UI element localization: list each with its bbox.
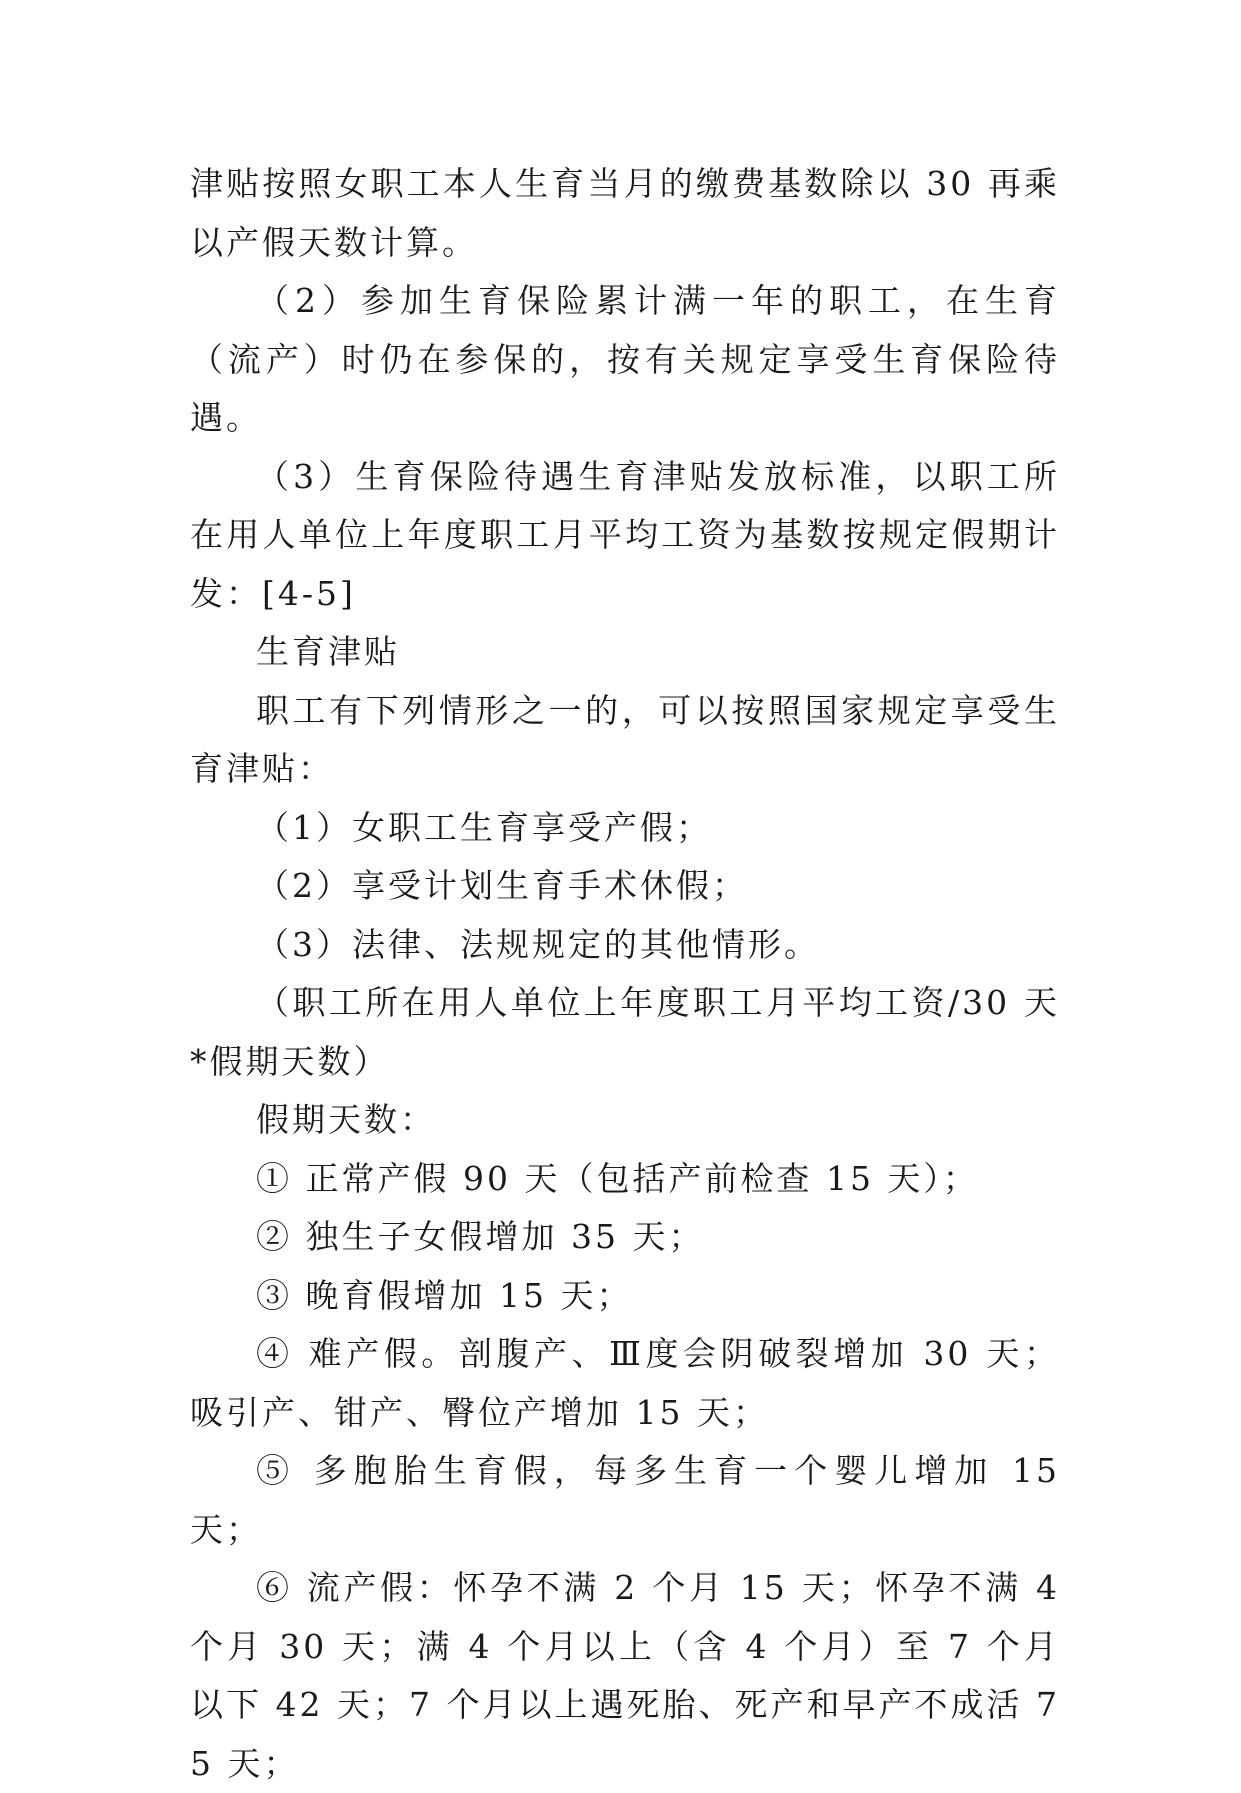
- list-item: ③ 晚育假增加 15 天；: [256, 1275, 633, 1315]
- list-item: （1）女职工生育享受产假；: [256, 807, 712, 847]
- list-item: ④ 难产假。剖腹产、Ⅲ度会阴破裂增加 30 天；吸引产、钳产、臀位产增加 15 天；: [190, 1334, 1060, 1432]
- list-item: ⑤ 多胞胎生育假，每多生育一个婴儿增加 15 天；: [190, 1451, 1060, 1549]
- list-item: ② 独生子女假增加 35 天；: [256, 1217, 705, 1256]
- list-item: （3）法律、法规规定的其他情形。: [256, 924, 820, 964]
- formula-note: （职工所在用人单位上年度职工月平均工资/30 天*假期天数）: [190, 983, 1060, 1081]
- paragraph: 津贴按照女职工本人生育当月的缴费基数除以 30 再乘以产假天数计算。: [190, 164, 1060, 262]
- paragraph: （3）生育保险待遇生育津贴发放标准，以职工所在用人单位上年度职工月平均工资为基数按规定假期计发：[4-5]: [190, 456, 1060, 613]
- list-item: ① 正常产假 90 天（包括产前检查 15 天）；: [256, 1158, 979, 1198]
- paragraph: 职工有下列情形之一的，可以按照国家规定享受生育津贴：: [190, 690, 1060, 788]
- list-item: ⑥ 流产假：怀孕不满 2 个月 15 天；怀孕不满 4 个月 30 天；满 4 个月以上（含 4 个月）至 7 个月以下 42 天；7 个月以上遇死胎、死产和早产不成活 75 天；: [190, 1568, 1060, 1783]
- list-heading: 假期天数：: [256, 1100, 436, 1139]
- section-heading: 生育津贴: [256, 632, 400, 671]
- document-body: [190, 155, 1060, 1793]
- list-item: （2）享受计划生育手术休假；: [256, 866, 748, 905]
- paragraph: （2）参加生育保险累计满一年的职工，在生育（流产）时仍在参保的，按有关规定享受生育保险待遇。: [190, 281, 1060, 437]
